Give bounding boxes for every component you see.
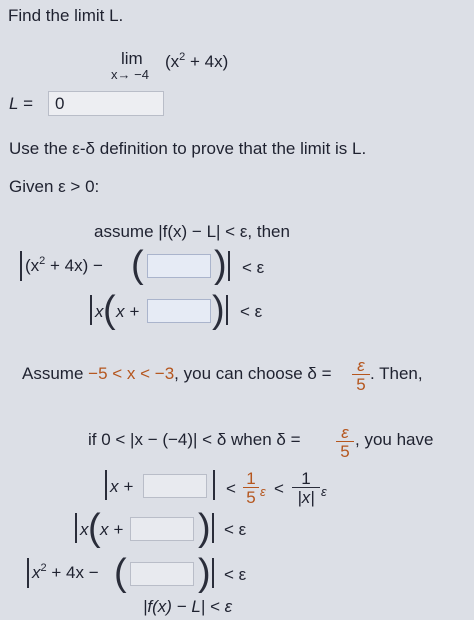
- delta-fraction-1: [352, 357, 370, 394]
- paren-close-2: ): [212, 289, 225, 331]
- abs-bar-right-3: [213, 470, 215, 500]
- lim-expr-pre: (x: [165, 52, 180, 71]
- L-label: L =: [9, 94, 33, 113]
- assume-line: assume |f(x) − L| < ε, then: [94, 222, 290, 241]
- then-text: . Then,: [370, 364, 423, 383]
- line2-x-plus: x +: [116, 302, 140, 321]
- lim-word: lim: [121, 49, 143, 68]
- line1-expr: [25, 256, 103, 276]
- one-over-absx-fraction: [292, 470, 320, 507]
- line3-lt-2: <: [274, 479, 284, 498]
- delta-frac-1-num: ε: [352, 357, 370, 375]
- you-have-text: , you have: [355, 430, 434, 449]
- abs-bar-left-1: [20, 251, 22, 281]
- line4-lt-eps: < ε: [224, 520, 247, 539]
- lim-subscript: x→ −4: [111, 67, 149, 82]
- abs-bar-right-2: [226, 295, 228, 325]
- line5-expr: $x^2 + 4x$ −: [32, 562, 99, 582]
- line4-x-plus: x +: [100, 520, 124, 539]
- one-over-absx-num: 1: [292, 470, 320, 488]
- line5-exp: 2: [40, 562, 47, 574]
- line2-x: x: [95, 302, 104, 321]
- paren-open-5: (: [114, 552, 127, 594]
- delta-frac-1-den: 5: [356, 375, 366, 394]
- lim-expr-exp: 2: [179, 51, 186, 63]
- line1-exp: 2: [39, 255, 46, 267]
- line3-eps-2: ε: [321, 484, 327, 499]
- one-over-absx-den: |x|: [297, 488, 315, 507]
- given-line: Given ε > 0:: [9, 177, 100, 196]
- paren-close-5: ): [198, 552, 211, 594]
- one-fifth-num: 1: [243, 470, 259, 488]
- abs-bar-right-1: [228, 251, 230, 281]
- line1-answer-box[interactable]: [147, 254, 211, 278]
- assume-range-value: −5 < x < −3: [88, 364, 175, 383]
- line2-lt-eps: < ε: [240, 302, 263, 321]
- line5-answer-box[interactable]: [130, 562, 194, 586]
- paren-close-4: ): [198, 507, 211, 549]
- line1-lt-eps: < ε: [242, 258, 265, 277]
- line3-lt-1: <: [226, 479, 236, 498]
- paren-open-1: (: [131, 244, 144, 286]
- lim-expression: [165, 52, 228, 72]
- line4-answer-box[interactable]: [130, 517, 194, 541]
- proof-intro: Use the ε-δ definition to prove that the limit is L.: [9, 139, 367, 158]
- line5-x: x: [32, 563, 41, 582]
- assume-range-post: , you can choose δ =: [174, 364, 332, 383]
- abs-bar-left-4: [75, 513, 77, 543]
- line5-lt-eps: < ε: [224, 565, 247, 584]
- paren-open-2: (: [103, 289, 116, 331]
- line2-answer-box[interactable]: [147, 299, 211, 323]
- lim-expr-post: + 4x): [190, 52, 229, 71]
- delta-frac-2-den: 5: [340, 442, 350, 461]
- line3-answer-box[interactable]: [143, 474, 207, 498]
- abs-bar-left-3: [105, 470, 107, 500]
- abs-bar-left-2: [90, 295, 92, 325]
- L-answer-value: 0: [55, 94, 65, 113]
- assume-range-line: [22, 364, 332, 384]
- line5-mid: 4x −: [66, 563, 99, 582]
- abs-bar-right-5: [212, 558, 214, 588]
- one-fifth-fraction: [243, 470, 259, 507]
- delta-frac-2-num: ε: [336, 424, 354, 442]
- one-fifth-den: 5: [246, 488, 256, 507]
- if-line: if 0 < |x − (−4)| < δ when δ =: [88, 430, 301, 449]
- abs-bar-right-4: [212, 513, 214, 543]
- line3-x-plus: x +: [110, 477, 134, 496]
- line1-mid: + 4x) −: [50, 256, 103, 275]
- L-answer-field[interactable]: [48, 91, 164, 116]
- final-line: |f(x) − L| < ε: [143, 597, 233, 616]
- assume-range-pre: Assume: [22, 364, 84, 383]
- line3-eps-1: ε: [260, 484, 266, 499]
- delta-fraction-2: [336, 424, 354, 461]
- problem-title: Find the limit L.: [8, 6, 124, 25]
- line1-left: (x: [25, 256, 40, 275]
- paren-open-4: (: [88, 507, 101, 549]
- paren-close-1: ): [214, 244, 227, 286]
- line4-x: x: [80, 520, 89, 539]
- abs-bar-left-5: [27, 558, 29, 588]
